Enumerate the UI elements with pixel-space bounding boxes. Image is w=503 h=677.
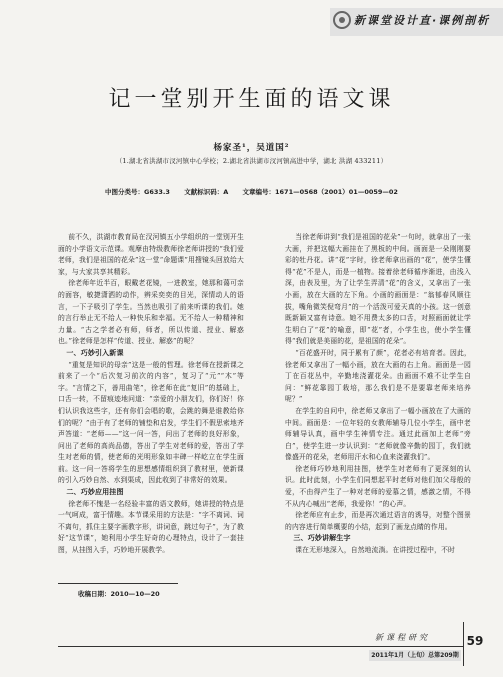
- footnote-divider: [58, 583, 178, 584]
- paragraph: 课在无形地深入，自然地流淌。在讲授过程中，不时: [295, 546, 455, 555]
- article-title: 记一堂别开生面的语文课: [108, 87, 395, 112]
- paragraph: 前不久，洪湖市教育局在汊河镇五小学组织的一堂别开生面的小学语文示范课。观摩由特级教师徐老师讲授的“我们爱老师，我们是祖国的花朵”这一堂“命题课”用搜镜头回放给大家，与大家共享其精彩。: [58, 233, 244, 276]
- running-head: 新课堂设计直·课例剖析: [354, 14, 491, 27]
- paragraph: 徐老师应有止步，而是再次通过语言的诱导，对整个图景的内容进行简单概要的小结，起到了画龙点睛的作用。: [285, 511, 471, 531]
- paragraph: 徐老师巧妙地利用挂图，使学生对老师有了更深刻的认识。此时此刻，小学生们同想起平时老师对他们加父母般的爱，不由得产生了一种对老师的爱慕之情，感激之情，不得不从内心喊出“老师，我爱你！”的心声。: [285, 464, 471, 508]
- section-heading: 三、巧妙讲解生字: [293, 534, 351, 543]
- paragraph: 徐老师年近半百，眼戴老花镜，一进教室，她那和蔼可亲的面容，敏捷潇洒的动作，辨采奕奕的目光，深情动人的语言，一下子吸引了学生。当然也吸引了前来听课的我们。她的言行举止无不给人一种快乐和幸福。无不给人一种精神和力量。“古之学者必有师，师者，所以传道、授业、解惑也。”徐老师是怎样“传道、授业、解惑”的呢？: [58, 279, 244, 346]
- flower-ornament-icon: [333, 11, 351, 29]
- article-metadata: [0, 187, 503, 196]
- article-number: 文章编号：1671—0568（2001）01—0059—02: [242, 188, 398, 196]
- article-authors: 杨家圣¹，吴道国²: [213, 143, 290, 153]
- clc-number: 中图分类号：G633.3: [105, 188, 170, 196]
- page-number: 59: [466, 634, 484, 648]
- paragraph: 在学生的自问中，徐老师又拿出了一幅小画放在了大画的中间。画面是：一位年轻的女教师辅导几位小学生，画中老师辅导认真，画中学生神情专注。通过此画加上老师“旁白”，使学生进一步认识到：“老师就像辛勤的园丁，我们就像盛开的花朵，老师用汗水和心血来浇灌我们”。: [285, 406, 471, 462]
- paragraph: 当徐老师讲到“我们是祖国的花朵”一句时，就拿出了一张大画，并把这幅大画挂在了黑板的中间。画面是一朵刚刚要彩的牡丹花。讲“花”字时，徐老师拿出画的“花”，使学生懂得“花”不是人，而是一植物。接着徐老师循序渐进，由浅入深，由表及里，为了让学生弄清“花”的含义，又拿出了一张小画，放在大画的左下角。小画的画面是：“翁郁春风顺往拔，嘴角微笑倪弯月”的一个活泼可爱天真的小孩。这一创意既新颖又富有诗意。她不用费太多的口舌，对照画面就让学生明白了“花”的喻意，即“花”者，小学生也，使小学生懂得“我们就是美丽的花，是祖国的花朵”。: [285, 233, 471, 346]
- left-text-column: [58, 232, 244, 557]
- footer-divider: [58, 646, 463, 647]
- section-heading: 一、巧妙引入新课: [66, 348, 124, 357]
- right-text-column: [285, 232, 471, 557]
- page-number-divider: [463, 622, 464, 666]
- received-date: 收稿日期：2010—10—20: [78, 590, 160, 598]
- document-code: 文献标识码：A: [184, 188, 229, 196]
- paragraph: “百花盛开时，同于累有了颜”，花者必有培育者。因此，徐老师又拿出了一幅小画，放在大画的右上角。画面是一园丁在百花丛中，辛勤地浇灌花朵。由画面不难不让学生自问：“鲜花靠园丁栽培，那么我们是不是要靠老师来培养呢？”: [285, 348, 471, 404]
- paragraph: 徐老师不愧是一名经验丰富的语文教师，她讲授的特点是一气呵成，富于情趣。本节课采用的方法是：“字不离词、词不离句，抓住主要字画教字形，讲词意，跳过句子”，为了教好“这节课”，她利用小学生好奇的心理特点，设计了一套挂图，从挂图入手，巧妙地开展教学。: [58, 499, 244, 555]
- section-heading: 二、巧妙应用挂图: [66, 488, 124, 497]
- paragraph: “重复是知识的母亲”这是一般的哲理。徐老师在授新课之前来了一个“后次复习前次的内容”，复习了“元”“木”等字。“言情之下，善用曲笔”，徐老师在此“复旧”的基础上，口舌一转，不留痕迹地问道：“亲爱的小朋友们，你们好！你们认识我这些字，还有你们会唱的歌，会跳的舞是谁教给你们的呢？”由于有了老师的铺垫和启发，学生们不假思索地齐声答道：“老师——”这一问一答，问出了老师的良好形象，问出了老师的高尚品德，答出了学生对老师的爱，答出了学生对老师的情，使老师的光明形象如丰碑一样屹立在学生面前。这一问一答将学生的思想感情组织到了教材里，使新课的引入巧妙自然、水到渠成，因此收到了非常好的效果。: [58, 360, 244, 485]
- author-affiliation: （1.湖北省洪湖市汊河镇中心学校；2.湖北省洪湖市汊河镇高进中学，湖北 洪湖 433211）: [115, 157, 388, 165]
- issue-info: 2011年1月（上旬）总第209期: [369, 650, 461, 661]
- journal-name: 新课程研究: [375, 633, 430, 642]
